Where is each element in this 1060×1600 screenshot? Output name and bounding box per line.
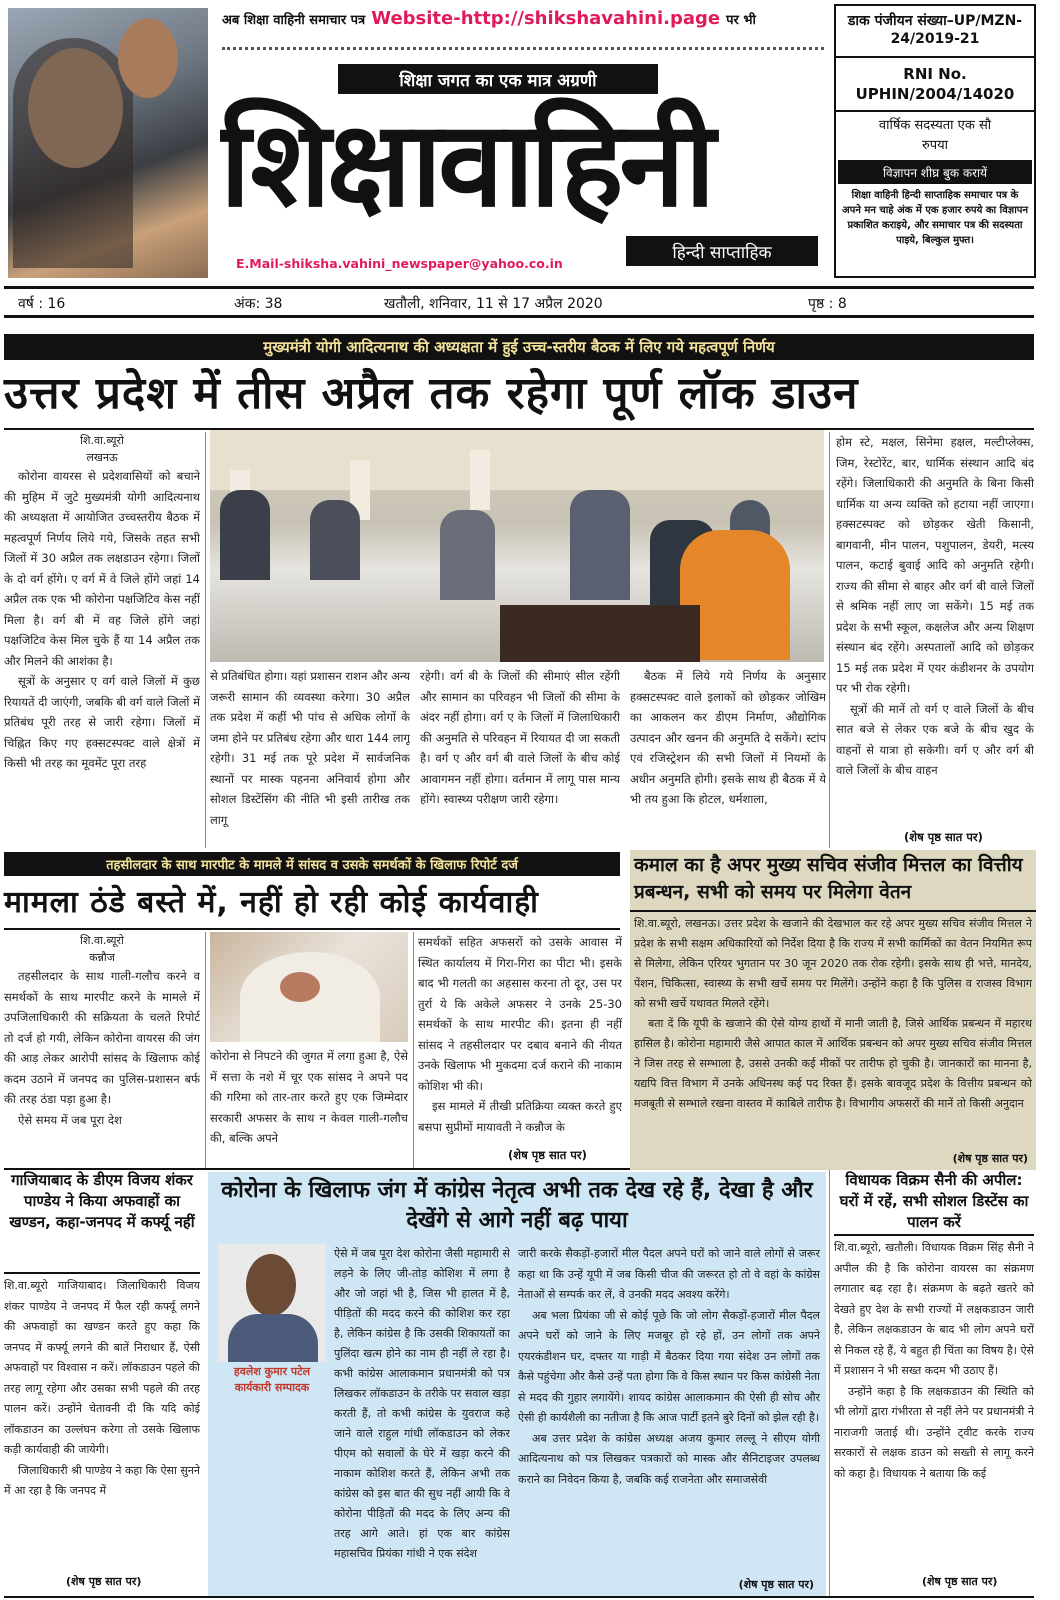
mp-headline: मामला ठंडे बस्ते में, नहीं हो रही कोई कार्यवाही [4, 885, 539, 920]
mp-column-2: कोरोना से निपटने की जुगत में लगा हुआ है, ऐसे में सत्ता के नशे में चूर एक सांसद ने अपने पद की गरिमा को तार-तार करते हुए एक जिम्मेदार सरकारी अफसर के साथ न केवल गाली-गलौच की, बल्कि अपने [210, 1049, 408, 1145]
lead-column-1: कोरोना वायरस से प्रदेशवासियों को बचाने की मुहिम में जुटे मुख्यमंत्री योगी आदित्यनाथ की अध्यक्षता में आयोजित उच्चस्तरीय बैठक में महत्वपूर्ण निर्णय लिये गये, जिसके तहत सभी जिलों में 30 अप्रैल तक लक्षडाउन रहेगा। जिलों के दो वर्ग होंगे। ए वर्ग में वे जिले होंगे जहां 14 अप्रैल तक एक भी कोरोना पक्षजिटिव केस नहीं मिला है। वर्ग बी में वह जिले होंगे जहां पक्षजिटिव केस मिल चुके हैं या 14 अप्रैल तक और मिलने की आशंका है। सूत्रों के अनुसार ए वर्ग वाले जिलों में कुछ रियायतें दी जाएंगी, जबकि बी वर्ग वाले जिलों में प्रतिबंध पूरी तरह से जारी रहेगा। जिलों में चिह्नित किए गए हक्सटस्पक्ट वाले क्षेत्रों में किसी भी तरह का मूवमेंट पूरा तरह [4, 469, 200, 770]
page-label: पृष्ठ : 8 [808, 296, 847, 312]
website-line [222, 8, 822, 34]
saini-headline: विधायक विक्रम सैनी की अपील: घरों में रहें, सभी सोशल डिस्टेंस का पालन करें [834, 1170, 1034, 1236]
author-role: कार्यकारी सम्पादक [234, 1381, 310, 1394]
dotted-rule [222, 40, 824, 50]
congress-column-a: ऐसे में जब पूरा देश कोरोना जैसी महामारी से लड़ने के लिए जी-तोड़ कोशिश में लगा है और जो जहां भी है, जिस भी हालत में है, पीड़ितों की मदद करने की कोशिश कर रहा है, लेकिन कांग्रेस है कि उसकी शिकायतों का पुलिंदा खत्म होने का नाम ही नहीं ले रहा है। कभी कांग्रेस आलाकमान प्रधानमंत्री को पत्र लिखकर लॉकडाउन के तरीके पर सवाल खड़ा करती हैं, तो कभी कांग्रेस के युवराज कहे जाने वाले राहुल गांधी लॉकडाउन को लेकर पीएम को सवालों के घेरे में खड़ा करने की नाकाम कोशिश करते हैं, लेकिन अभी तक कांग्रेस को इस बात की सुध नहीं आयी कि वे कोरोना पीड़ितों की मदद के लिए अन्य की तरह आगे आते। हां एक बार कांग्रेस महासचिव प्रियंका गांधी ने एक संदेश [334, 1247, 510, 1560]
finance-text: शि.वा.ब्यूरो, लखनऊ। उत्तर प्रदेश के खजाने की देखभाल कर रहे अपर मुख्य सचिव संजीव मित्तल ने प्रदेश के सभी सक्षम अधिकारियों को निर्देश दिया है कि राज्य में सभी कार्मिकों का वेतन नियमित रूप से मिलेगा, लेकिन एरियर भुगतान पर 30 जून 2020 तक रोक रहेगी। इसके साथ ही भत्ते, मानदेय, पेंशन, चिकित्सा, स्वास्थ्य के सभी खर्चे समय पर मिलेंगे। उन्होंने कहा है कि पुलिस व राजस्व विभाग को सभी खर्चे यथावत मिलते रहेंगे। बता दें कि यूपी के खजाने की ऐसे योग्य हाथों में मानी जाती है, जिसे आर्थिक प्रबन्धन में महारथ हासिल है। कोरोना महामारी जैसे आपात काल में आर्थिक प्रबन्धन को अपर मुख्य सचिव संजीव मित्तल ने जिस तरह से सम्भाला है, उससे उनकी कई मीकों पर तारीफ हो चुकी है। जानकारों का मानना है, यद्यपि वित्त विभाग में उनके अधिनस्थ कई पद रिक्त हैं। इसके बावजूद प्रदेश के वित्तीय प्रबन्धन को मजबूती से सम्भाले रखना वास्तव में काबिले तारीफ है। विभागीय अफसरों की मानें तो किसी अनुदान [634, 917, 1032, 1110]
website-link[interactable]: Website-http://shikshavahini.page [371, 8, 721, 29]
saini-continued[interactable]: (शेष पृष्ठ सात पर) [922, 1575, 998, 1588]
issue-label: अंक: 38 [234, 296, 283, 312]
top-line-text: अब शिक्षा वाहिनी समाचार पत्र [222, 13, 366, 28]
finance-headline: कमाल का है अपर मुख्य सचिव संजीव मित्तल का वित्तीय प्रबन्धन, सभी को समय पर मिलेगा वेतन [630, 850, 1036, 912]
lead-photo [210, 430, 824, 662]
lead-column-4: बैठक में लिये गये निर्णय के अनुसार हक्सटस्पक्ट वाले इलाकों को छोड़कर जोखिम का आकलन कर डीएम निर्माण, औद्योगिक उत्पादन और खनन की अनुमति दे सकेंगे। स्टांप एवं रजिस्ट्रेशन की सभी जिलों में नियमों के अधीन अनुमति होगी। इसके साथ ही बैठक में ये भी तय हुआ कि होटल, धर्मशाला, [630, 669, 826, 806]
masthead-title: शिक्षावाहिनी [220, 95, 712, 233]
congress-column-2: जारी करके सैकड़ों-हजारों मील पैदल अपने घरों को जाने वाले लोगों से जरूर कहा था कि उन्हें यूपी में जब किसी चीज की जरूरत हो तो वे वहां के कांग्रेस नेताओं से सम्पर्क कर लें, वे उनकी मदद अवश्य करेंगे। अब भला प्रियंका जी से कोई पूछे कि जो लोग सैकड़ों-हजारों मील पैदल अपने घरों को जाने के लिए मजबूर हो रहे हों, उन लोगों तक अपने एयरकंडीशन घर, दफ्तर या गाड़ी में बैठकर दिया गया संदेश उन लोगों तक कैसे पहुंचेगा और कैसे उन्हें पता होगा कि वे किस स्थान पर किस कांग्रेसी नेता से मदद की गुहार लगायेंगे। शायद कांग्रेस आलाकमान की ऐसी ही सोच और ऐसी ही कार्यशैली का नतीजा है कि आज पार्टी इतने बुरे दिनों को झेल रही है। अब उत्तर प्रदेश के कांग्रेस अध्यक्ष अजय कुमार लल्लू ने सीएम योगी आदित्यनाथ को पत्र लिखकर पत्रकारों को मास्क और सैनिटाइजर उपलब्ध कराने का निवेदन किया है, जबकि कई राजनेता और समाजसेवी [518, 1247, 820, 1486]
mp-column-3: समर्थकों सहित अफसरों को उसके आवास में स्थित कार्यालय में गिरा-गिरा का पीटा भी। इसके बाद भी गलती का अहसास करना तो दूर, उस पर तुर्रा ये कि अकेले अफसर ने उनके 25-30 समर्थकों के साथ मारपीट की। इतना ही नहीं सांसद ने तहसीलदार पर दबाव बनाने की नीयत उनके खिलाफ भी मुकदमा दर्ज कराने की नाकाम कोशिश भी की। इस मामले में तीखी प्रतिक्रिया व्यक्त करते हुए बसपा सुप्रीमों मायावती ने कन्नौज के [418, 935, 622, 1134]
mp-byline: शि.वा.ब्यूरो कन्नौज [80, 934, 124, 964]
ghaziabad-headline: गाजियाबाद के डीएम विजय शंकर पाण्डेय ने किया अफवाहों का खण्डन, कहा-जनपद में कर्फ्यू नहीं [4, 1170, 200, 1274]
saini-text: शि.वा.ब्यूरो, खतौली। विधायक विक्रम सिंह सैनी ने अपील की है कि कोरोना वायरस का संक्रमण लगातार बढ़ रहा है। संक्रमण के बढ़ते खतरे को देखते हुए देश के सभी राज्यों में लक्षकडाउन जारी है, लेकिन लक्षकडाउन के बाद भी लोग अपने घरों से निकल रहे हैं, ये बहुत ही चिंता का विषय है। ऐसे में प्रशासन ने भी सख्त कदम भी उठाए हैं। उन्होंने कहा है कि लक्षकडाउन की स्थिति को भी लोगों द्वारा गंभीरता से नहीं लेने पर प्रधानमंत्री ने नाराजगी जताई थी। उन्होंने ट्वीट करके राज्य सरकारों से लक्षक डाउन को सख्ती से लागू करने को कहा है। विधायक ने बताया कि कई [834, 1241, 1034, 1480]
weekly-label: हिन्दी साप्ताहिक [626, 236, 818, 266]
lead-kicker: मुख्यमंत्री योगी आदित्यनाथ की अध्यक्षता में हुई उच्च-स्तरीय बैठक में लिए गये महत्वपूर्ण निर्णय [4, 334, 1034, 360]
lead-byline: शि.वा.ब्यूरो लखनऊ [80, 434, 124, 464]
masthead [0, 0, 1060, 284]
ad-banner: विज्ञापन शीघ्र बुक करायें [838, 160, 1032, 184]
masthead-photo [8, 8, 208, 278]
mp-column-1: तहसीलदार के साथ गाली-गलौच करने व समर्थकों के साथ मारपीट करने के मामले में उपजिलाधिकारी की सक्रियता के चलते रिपोर्ट तो दर्ज हो गयी, लेकिन कोरोना वायरस की जंग की आड़ लेकर आरोपी सांसद के खिलाफ कोई कदम उठाने में जनपद का पुलिस-प्रशासन बर्फ की तरह ठंडा पड़ा हुआ है। ऐसे समय में जब पूरा देश [4, 969, 200, 1127]
mp-continued[interactable]: (शेष पृष्ठ सात पर) [508, 1148, 587, 1162]
rni-number: RNI No. UPHIN/2004/14020 [836, 58, 1034, 112]
mp-photo [210, 932, 408, 1042]
finance-box [630, 850, 1036, 1170]
lead-continued[interactable]: (शेष पृष्ठ सात पर) [904, 830, 983, 844]
year-label: वर्ष : 16 [18, 296, 66, 312]
congress-continued[interactable]: (शेष पृष्ठ सात पर) [738, 1578, 814, 1591]
ghaziabad-continued[interactable]: (शेष पृष्ठ सात पर) [66, 1575, 142, 1588]
info-box [834, 4, 1036, 278]
dateline [4, 286, 1034, 318]
subscription: वार्षिक सदस्यता एक सौ रुपया [878, 118, 992, 153]
lead-column-2: से प्रतिबंधित होगा। यहां प्रशासन राशन और अन्य जरूरी सामान की व्यवस्था करेगा। 30 अप्रैल तक प्रदेश में कहीं भी पांच से अधिक लोगों के जमा होने पर प्रतिबंध रहेगा और धारा 144 लागू रहेगी। 31 मई तक पूरे प्रदेश में सार्वजनिक स्थानों पर मास्क पहनना अनिवार्य होगा और सोशल डिस्टेंसिंग की नीति भी इसी तारीख तक लागू [210, 669, 410, 827]
date-label: खतौली, शनिवार, 11 से 17 अप्रैल 2020 [384, 296, 603, 312]
ad-text: शिक्षा वाहिनी हिन्दी साप्ताहिक समाचार पत्र के अपने मन चाहे अंक में एक हजार रुपये का विज्ञापन प्रकाशित कराइये, और समाचार पत्र की सदस्यता पाइये, बिल्कुल मुफ्त। [842, 190, 1029, 246]
top-line-suffix: पर भी [726, 13, 756, 28]
author-name: हवलेश कुमार पटेल [233, 1365, 311, 1378]
lead-column-3: रहेगी। वर्ग बी के जिलों की सीमाएं सील रहेंगी और सामान का परिवहन भी जिलों की सीमा के अंदर नहीं होगा। वर्ग ए के जिलों में जिलाधिकारी की अनुमति से परिवहन में रियायत दी जा सकती है। वर्ग ए और वर्ग बी वाले जिलों के बीच कोई आवागमन नहीं होगा। वर्तमान में लागू पास मान्य होंगे। स्वास्थ्य परीक्षण जारी रहेगा। [420, 669, 620, 806]
ghaziabad-text: शि.वा.ब्यूरो गाजियाबाद। जिलाधिकारी विजय शंकर पाण्डेय ने जनपद में फैल रही कर्फ्यू लगने की अफवाहों का खण्डन करते हुए कहा कि जनपद में कर्फ्यू लगने की बातें निराधार हैं, ऐसी अफवाहों पर विश्वास न करें। लॉकडाउन पहले की तरह लागू रहेगा और उसका सभी पहले की तरह पालन करें। उन्होंने चेतावनी दी कि यदि कोई लॉकडाउन का उल्लंघन करेगा तो उसके खिलाफ कड़ी कार्यवाही की जायेगी। जिलाधिकारी श्री पाण्डेय ने कहा कि ऐसा सुनने में आ रहा है कि जनपद में [4, 1279, 200, 1497]
mp-kicker: तहसीलदार के साथ मारपीट के मामले में सांसद व उसके समर्थकों के खिलाफ रिपोर्ट दर्ज [4, 852, 620, 876]
masthead-tagline: शिक्षा जगत का एक मात्र अग्रणी [338, 64, 658, 94]
congress-box [208, 1172, 826, 1596]
lead-column-5: होम स्टे, मक्षल, सिनेमा हक्षल, मल्टीप्लेक्स, जिम, रेस्टोरेंट, बार, धार्मिक संस्थान आदि बंद रहेंगे। जिलाधिकारी की अनुमति के बिना किसी धार्मिक या अन्य व्यक्ति को हटाया नहीं जाएगा। हक्सटस्पक्ट को छोड़कर खेती किसानी, बागवानी, मीन पालन, पशुपालन, डेयरी, मत्स्य पालन, कटाई बुवाई आदि को अनुमति रहेगी। राज्य की सीमा से बाहर और वर्ग बी वाले जिलों से श्रमिक नहीं लाए जा सकेंगे। 15 मई तक प्रदेश के सभी स्कूल, कक्षलेज और अन्य शिक्षण संस्थान बंद रहेंगे। अस्पतालों आदि को छोड़कर 15 मई तक प्रदेश में एयर कंडीशनर के उपयोग पर भी रोक रहेगी। सूत्रों की मानें तो वर्ग ए वाले जिलों के बीच सात बजे से लेकर एक बजे के बीच खुद के वाहनों से यात्रा हो सकेगी। वर्ग ए और वर्ग बी वाले जिलों के बीच वाहन [836, 435, 1034, 777]
postal-registration: डाक पंजीयन संख्या–UP/MZN-24/2019-21 [836, 6, 1034, 58]
finance-continued[interactable]: (शेष पृष्ठ सात पर) [952, 1152, 1028, 1165]
lead-headline: उत्तर प्रदेश में तीस अप्रैल तक रहेगा पूर्ण लॉक डाउन [4, 368, 859, 419]
congress-headline: कोरोना के खिलाफ जंग में कांग्रेस नेतृत्व अभी तक देख रहे हैं, देखा है और देखेंगे से आगे नहीं बढ़ पाया [221, 1178, 813, 1233]
author-photo [218, 1244, 326, 1362]
email-line[interactable]: E.Mail-shiksha.vahini_newspaper@yahoo.co.in [236, 256, 563, 271]
